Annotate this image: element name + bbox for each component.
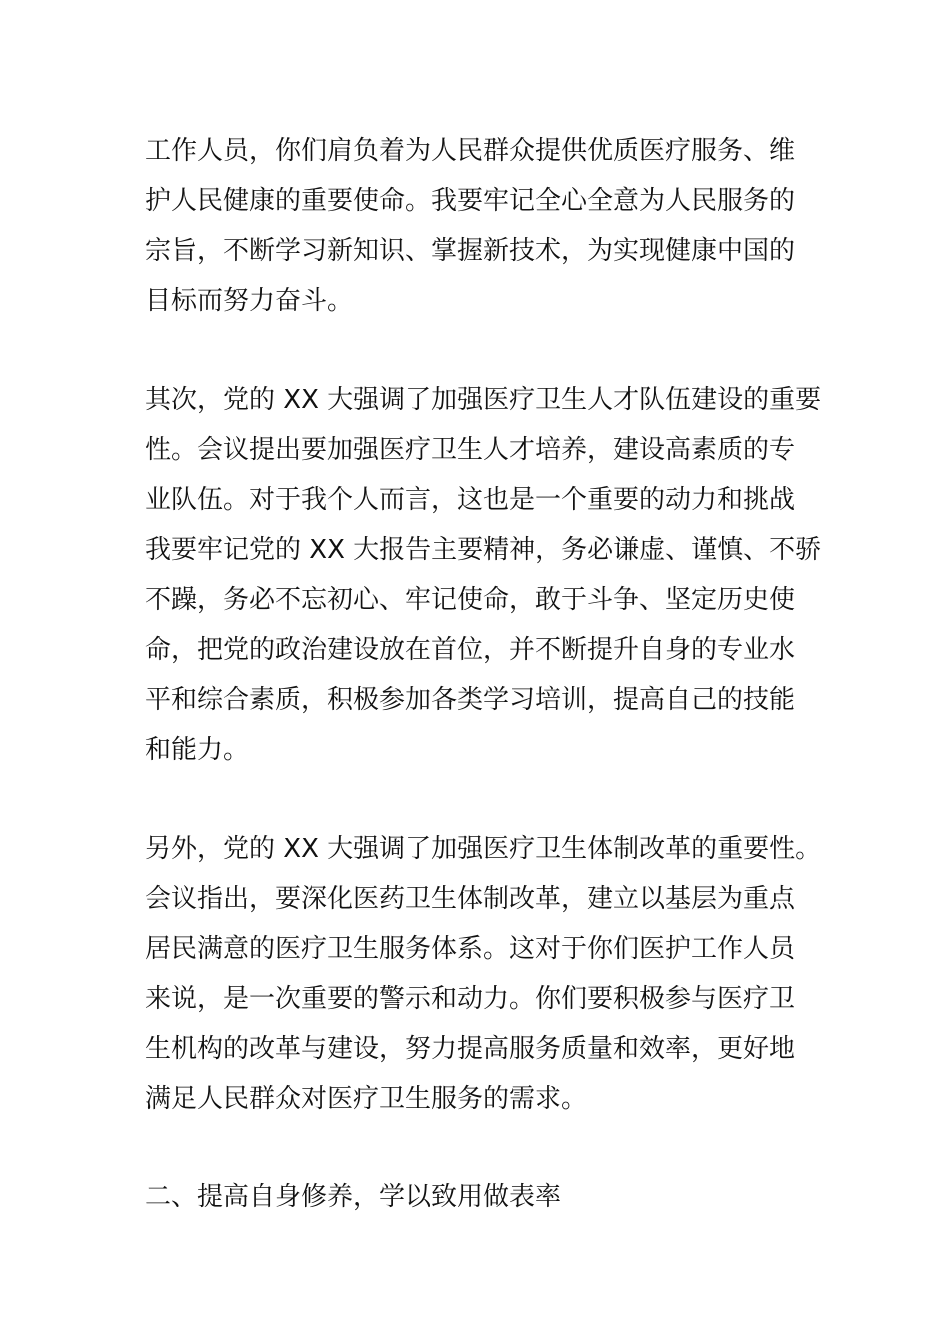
paragraph-2-line-6: 命，把党的政治建设放在首位，并不断提升自身的专业水 xyxy=(145,635,796,665)
paragraph-2-line-3: 业队伍。对于我个人而言，这也是一个重要的动力和挑战 xyxy=(145,485,796,515)
paragraph-3-line-3: 居民满意的医疗卫生服务体系。这对于你们医护工作人员 xyxy=(145,934,796,964)
paragraph-2-line-1: 其次，党的 XX 大强调了加强医疗卫生人才队伍建设的重要 xyxy=(145,385,822,415)
paragraph-1-line-2: 护人民健康的重要使命。我要牢记全心全意为人民服务的 xyxy=(145,186,796,216)
paragraph-1-line-1: 工作人员，你们肩负着为人民群众提供优质医疗服务、维 xyxy=(145,136,796,166)
paragraph-1-line-3: 宗旨，不断学习新知识、掌握新技术，为实现健康中国的 xyxy=(145,236,796,266)
paragraph-2-line-5: 不躁，务必不忘初心、牢记使命，敢于斗争、坚定历史使 xyxy=(145,585,796,615)
paragraph-2-line-2: 性。会议提出要加强医疗卫生人才培养，建设高素质的专 xyxy=(145,435,796,465)
section-heading: 二、提高自身修养，学以致用做表率 xyxy=(145,1182,562,1212)
paragraph-3-line-5: 生机构的改革与建设，努力提高服务质量和效率，更好地 xyxy=(145,1034,796,1064)
paragraph-2-line-7: 平和综合素质，积极参加各类学习培训，提高自己的技能 xyxy=(145,685,796,715)
paragraph-2-line-4: 我要牢记党的 XX 大报告主要精神，务必谦虚、谨慎、不骄 xyxy=(145,535,822,565)
paragraph-3-line-1: 另外，党的 XX 大强调了加强医疗卫生体制改革的重要性。 xyxy=(145,834,822,864)
paragraph-1-line-4: 目标而努力奋斗。 xyxy=(145,286,354,316)
paragraph-3-line-6: 满足人民群众对医疗卫生服务的需求。 xyxy=(145,1084,588,1114)
paragraph-3-line-2: 会议指出，要深化医药卫生体制改革，建立以基层为重点 xyxy=(145,884,796,914)
paragraph-3-line-4: 来说，是一次重要的警示和动力。你们要积极参与医疗卫 xyxy=(145,984,796,1014)
paragraph-2-line-8: 和能力。 xyxy=(145,735,250,765)
